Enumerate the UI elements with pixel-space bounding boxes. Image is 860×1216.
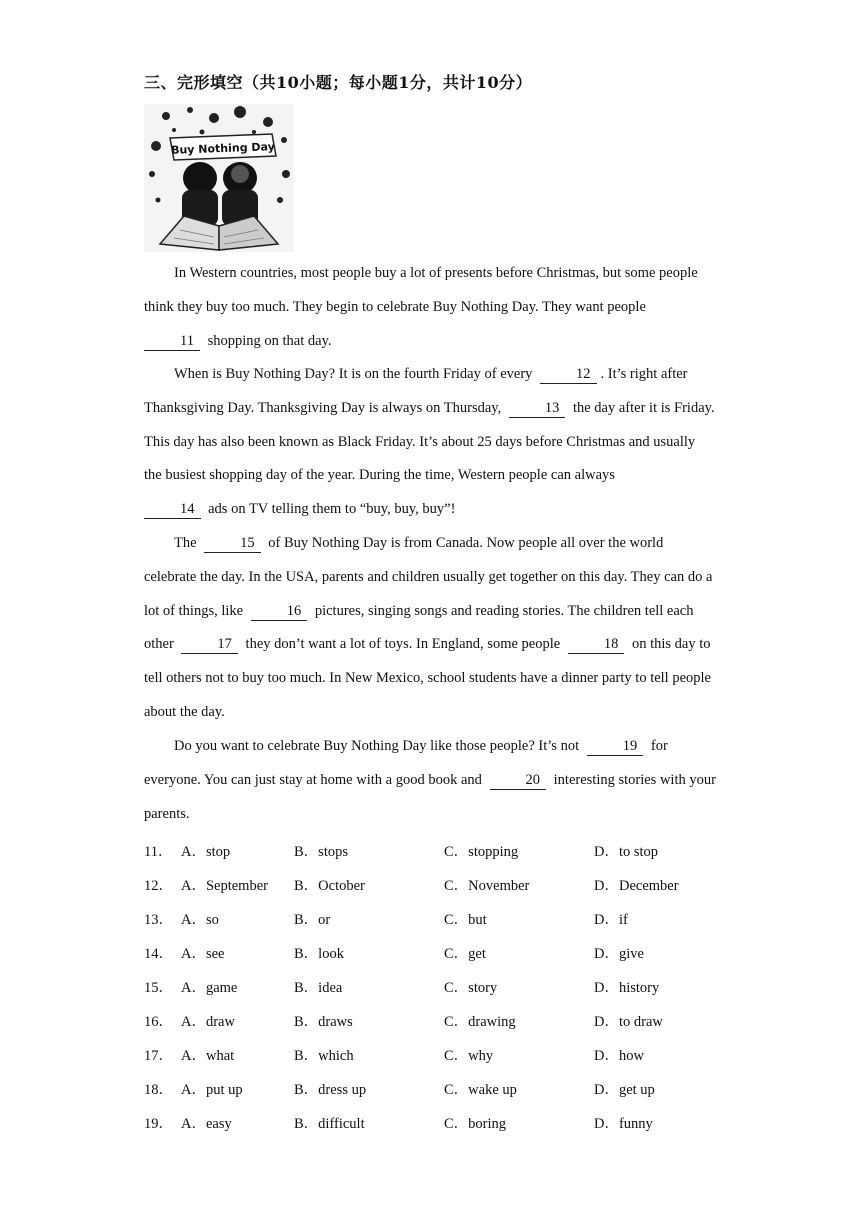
passage-text: shopping on that day. xyxy=(207,332,332,349)
passage-paragraph-4 xyxy=(144,730,716,831)
option-d[interactable]: D．funny xyxy=(594,1116,653,1132)
question-row-12 xyxy=(144,874,744,894)
option-a[interactable]: A．what xyxy=(181,1048,235,1064)
option-b[interactable]: B．October xyxy=(294,878,365,894)
option-d[interactable]: D．if xyxy=(594,912,628,928)
question-row-15 xyxy=(144,976,744,996)
option-b[interactable]: B．which xyxy=(294,1048,354,1064)
passage-paragraph-3 xyxy=(144,527,716,730)
option-c[interactable]: C．November xyxy=(444,878,530,894)
blank-18: 18 xyxy=(568,635,625,654)
option-c[interactable]: C．get xyxy=(444,946,486,962)
question-row-17 xyxy=(144,1044,744,1064)
option-c[interactable]: C．but xyxy=(444,912,487,928)
option-d[interactable]: D．get up xyxy=(594,1082,655,1098)
option-d[interactable]: D．to draw xyxy=(594,1014,663,1030)
option-b[interactable]: B．stops xyxy=(294,844,348,860)
passage-text: ads on TV telling them to “buy, buy, buy”! xyxy=(208,501,456,518)
question-row-18 xyxy=(144,1078,744,1098)
question-number: 13． xyxy=(144,912,173,928)
option-b[interactable]: B．idea xyxy=(294,980,343,996)
option-a[interactable]: A．stop xyxy=(181,844,231,860)
question-number: 14． xyxy=(144,946,173,962)
passage-text: . It’s right after Thanksgiving Day. Thanksgiving Day is always on Thursday, xyxy=(144,366,688,416)
option-d[interactable]: D．how xyxy=(594,1048,644,1064)
buy-nothing-day-illustration xyxy=(144,104,294,252)
option-b[interactable]: B．dress up xyxy=(294,1082,367,1098)
passage-text: Do you want to celebrate Buy Nothing Day like those people? It’s not xyxy=(174,738,580,754)
option-c[interactable]: C．boring xyxy=(444,1116,507,1132)
question-row-16 xyxy=(144,1010,744,1030)
blank-19: 19 xyxy=(587,737,644,756)
blank-15: 15 xyxy=(204,534,261,553)
question-number: 15． xyxy=(144,980,173,996)
option-d[interactable]: D．history xyxy=(594,980,660,996)
passage-text: pictures, singing songs and reading stories. The children tell each other xyxy=(144,602,694,653)
question-number: 19． xyxy=(144,1116,173,1132)
passage-paragraph-2 xyxy=(144,358,716,527)
blank-11: 11 xyxy=(144,332,200,351)
passage-paragraph-1 xyxy=(144,257,716,358)
option-c[interactable]: C．wake up xyxy=(444,1082,517,1098)
question-number: 12． xyxy=(144,878,173,894)
passage-text: they don’t want a lot of toys. In England, some people xyxy=(245,636,561,653)
option-a[interactable]: A．draw xyxy=(181,1014,235,1030)
passage-text: In Western countries, most people buy a lot of presents before Christmas, but some people think they buy too much. They begin to celebrate Buy Nothing Day. They want people xyxy=(144,265,698,315)
blank-14: 14 xyxy=(144,500,201,519)
option-a[interactable]: A．September xyxy=(181,878,268,894)
passage-text: interesting stories with your parents. xyxy=(144,771,716,822)
banner-text: Buy Nothing Day xyxy=(170,140,276,157)
question-row-11 xyxy=(144,840,744,860)
option-a[interactable]: A．see xyxy=(181,946,225,962)
passage-text: the day after it is Friday. This day has also been known as Black Friday. It’s about 25 days before Christmas and usually the busiest shopping day of the year. During the time, Western people can always xyxy=(144,399,715,484)
blank-17: 17 xyxy=(181,635,238,654)
question-number: 16． xyxy=(144,1014,173,1030)
option-b[interactable]: B．or xyxy=(294,912,331,928)
option-a[interactable]: A．game xyxy=(181,980,238,996)
question-number: 17． xyxy=(144,1048,173,1064)
passage-text: on this day to tell others not to buy too much. In New Mexico, school students have a dinner party to tell people about the day. xyxy=(144,636,711,720)
option-c[interactable]: C．story xyxy=(444,980,498,996)
passage-text: The xyxy=(174,535,197,551)
option-d[interactable]: D．to stop xyxy=(594,844,659,860)
kids-reading-book-illustration-icon xyxy=(144,104,294,252)
blank-16: 16 xyxy=(251,602,308,621)
option-a[interactable]: A．put up xyxy=(181,1082,243,1098)
blank-12: 12 xyxy=(540,365,597,384)
option-b[interactable]: B．difficult xyxy=(294,1116,365,1132)
passage-text: for everyone. You can just stay at home with a good book and xyxy=(144,738,668,788)
option-b[interactable]: B．draws xyxy=(294,1014,353,1030)
option-a[interactable]: A．easy xyxy=(181,1116,232,1132)
option-a[interactable]: A．so xyxy=(181,912,219,928)
question-row-13 xyxy=(144,908,744,928)
question-row-19 xyxy=(144,1112,744,1132)
blank-13: 13 xyxy=(509,399,566,418)
option-c[interactable]: C．stopping xyxy=(444,844,519,860)
option-d[interactable]: D．December xyxy=(594,878,679,894)
option-c[interactable]: C．why xyxy=(444,1048,494,1064)
passage-text: of Buy Nothing Day is from Canada. Now people all over the world celebrate the day. In the USA, parents and children usually get together on this day. They can do a lot of things, like xyxy=(144,535,713,619)
option-d[interactable]: D．give xyxy=(594,946,644,962)
blank-20: 20 xyxy=(490,771,547,790)
question-number: 18． xyxy=(144,1082,173,1098)
passage-text: When is Buy Nothing Day? It is on the fourth Friday of every xyxy=(174,366,533,382)
option-c[interactable]: C．drawing xyxy=(444,1014,516,1030)
option-b[interactable]: B．look xyxy=(294,946,344,962)
question-number: 11． xyxy=(144,844,173,860)
question-row-14 xyxy=(144,942,744,962)
section-heading: 三、完形填空（共10小题；每小题1分，共计10分） xyxy=(144,73,533,92)
